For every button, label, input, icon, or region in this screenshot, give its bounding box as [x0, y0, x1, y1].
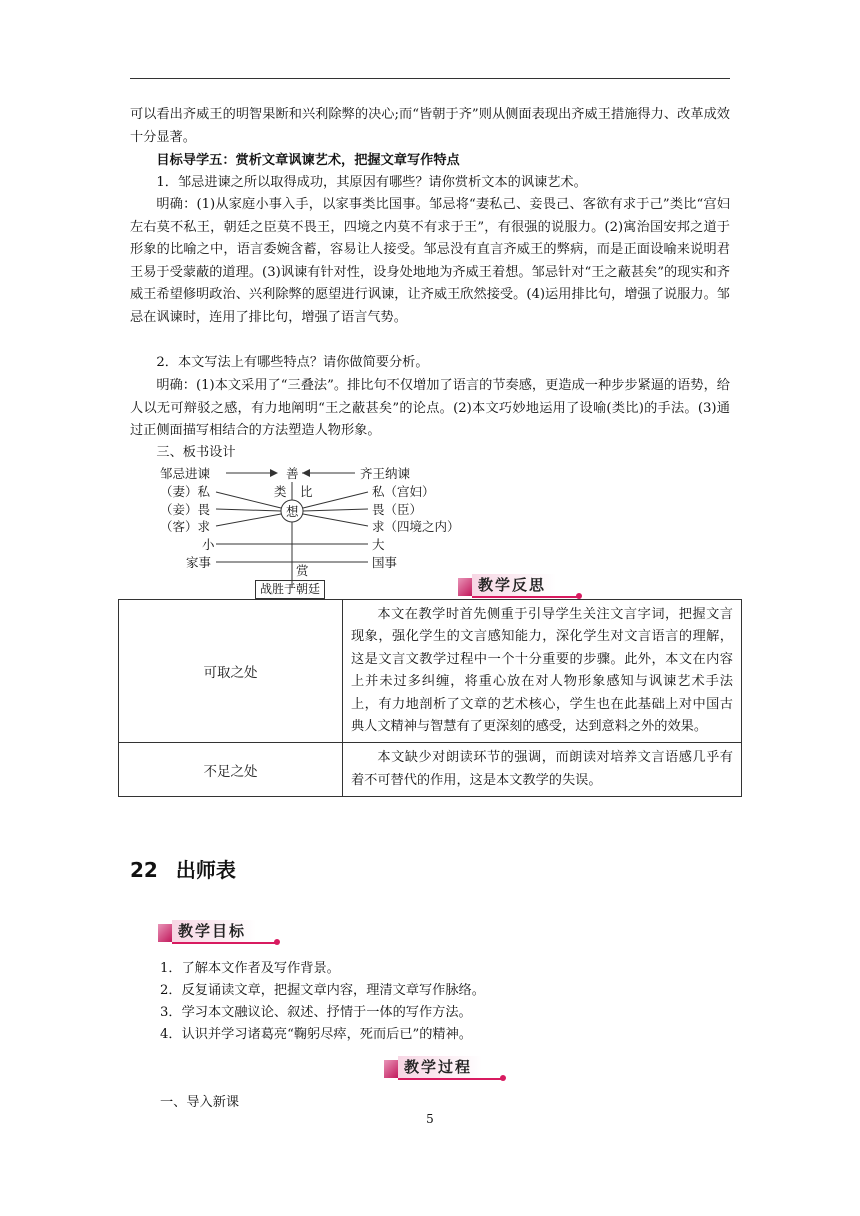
board-right-3: 求（四境之内） [372, 519, 460, 534]
badge-ribbon-icon [158, 924, 172, 942]
answer-2: 明确：(1)本文采用了“三叠法”。排比句不仅增加了语言的节奏感，更造成一种步步紧逼的语势，给人以无可辩驳之感，有力地阐明“王之蔽甚矣”的论点。(2)本文巧妙地运用了设喻(类比)的手法。(3)通过正侧面描写相结合的方法塑造人物形象。 [130, 378, 730, 438]
reflection-content-weaknesses: 本文缺少对朗读环节的强调，而朗读对培养文言语感几乎有着不可替代的作用，这是本文教学的失误。 [343, 743, 742, 797]
board-bi: 比 [300, 484, 313, 499]
badge-ribbon-icon [458, 578, 472, 596]
paragraph-continuation: 可以看出齐威王的明智果断和兴利除弊的决心;而“皆朝于齐”则从侧面表现出齐威王措施得力、改革成效十分显著。 [130, 107, 730, 145]
badge-process [384, 1056, 508, 1080]
reflection-table [118, 599, 742, 797]
board-design-heading: 三、板书设计 [156, 445, 236, 460]
badge-dot-icon [274, 939, 280, 945]
table-row [119, 743, 742, 797]
table-row [119, 600, 742, 743]
objective-4: 4．认识并学习诸葛亮“鞠躬尽瘁，死而后已”的精神。 [160, 1027, 472, 1042]
board-shang: 赏 [296, 563, 309, 578]
badge-dot-icon [500, 1075, 506, 1081]
board-left-2: （妾）畏 [160, 502, 211, 517]
board-top-left: 邹忌进谏 [160, 466, 211, 481]
objective-2: 2．反复诵读文章，把握文章内容，理清文章写作脉络。 [160, 983, 485, 998]
question-1: 1．邹忌进谏之所以取得成功，其原因有哪些？请你赏析文本的讽谏艺术。 [156, 175, 587, 190]
reflection-content-strengths: 本文在教学时首先侧重于引导学生关注文言字词，把握文言现象，强化学生的文言感知能力，深化学生对文言语言的理解，这是文言文教学过程中一个十分重要的步骤。此外，本文在内容上并未过多纠缠，将重心放在对人物形象感知与讽谏艺术手法上，有力地剖析了文章的艺术核心，学生也在此基础上对中国古典人文精神与智慧有了更深刻的感受，达到意料之外的效果。 [343, 600, 742, 743]
lesson-title: 出师表 [175, 858, 236, 882]
header-rule [130, 78, 730, 79]
badge-objectives [158, 920, 282, 944]
board-top-center: 善 [286, 466, 299, 481]
badge-ribbon-icon [384, 1060, 398, 1078]
board-right-2: 畏（臣） [372, 502, 423, 517]
board-left-1: （妻）私 [160, 484, 211, 499]
badge-underline [472, 596, 578, 598]
lesson-heading [130, 856, 254, 884]
lesson-number: 22 [130, 858, 158, 882]
board-center: 想 [286, 504, 299, 519]
objective-3: 3．学习本文融议论、叙述、抒情于一体的写作方法。 [160, 1005, 472, 1020]
answer-1: 明确：(1)从家庭小事入手，以家事类比国事。邹忌将“妻私己、妾畏己、客欲有求于己”类比“宫妇左右莫不私王，朝廷之臣莫不畏王，四境之内莫不有求于王”，有很强的说服力。(2)寓治国安邦之道于形象的比喻之中，语言委婉含蓄，容易让人接受。邹忌没有直言齐威王的弊病，而是正面设喻来说明君王易于受蒙蔽的道理。(3)讽谏有针对性，设身处地地为齐威王着想。邹忌针对“王之蔽甚矣”的现实和齐威王希望修明政治、兴利除弊的愿望进行讽谏，让齐威王欣然接受。(4)运用排比句，增强了说服力。邹忌在讽谏时，连用了排比句，增强了语言气势。 [130, 197, 730, 325]
objective-1: 1．了解本文作者及写作背景。 [160, 961, 340, 976]
badge-reflection [458, 574, 588, 598]
section-heading-goal5: 目标导学五：赏析文章讽谏艺术，把握文章写作特点 [156, 153, 460, 168]
board-guoshi: 国事 [372, 555, 398, 570]
badge-process-label: 教学过程 [398, 1056, 482, 1078]
badge-objectives-label: 教学目标 [172, 920, 256, 942]
board-xiao: 小 [202, 537, 215, 552]
question-2: 2．本文写法上有哪些特点？请你做简要分析。 [156, 355, 429, 370]
page-number: 5 [426, 1112, 434, 1126]
board-right-1: 私（宫妇） [372, 484, 435, 499]
reflection-label-strengths: 可取之处 [119, 600, 343, 743]
board-lei: 类 [274, 484, 287, 499]
board-bottom-box: 战胜于朝廷 [255, 580, 325, 599]
badge-reflection-label: 教学反思 [472, 574, 556, 596]
reflection-label-weaknesses: 不足之处 [119, 743, 343, 797]
badge-underline [398, 1078, 502, 1080]
badge-underline [172, 942, 276, 944]
board-da: 大 [372, 537, 385, 552]
board-top-right: 齐王纳谏 [360, 466, 411, 481]
board-diagram [150, 462, 480, 602]
board-left-3: （客）求 [160, 519, 211, 534]
board-jiashi: 家事 [186, 555, 212, 570]
process-step-1: 一、导入新课 [160, 1095, 240, 1110]
